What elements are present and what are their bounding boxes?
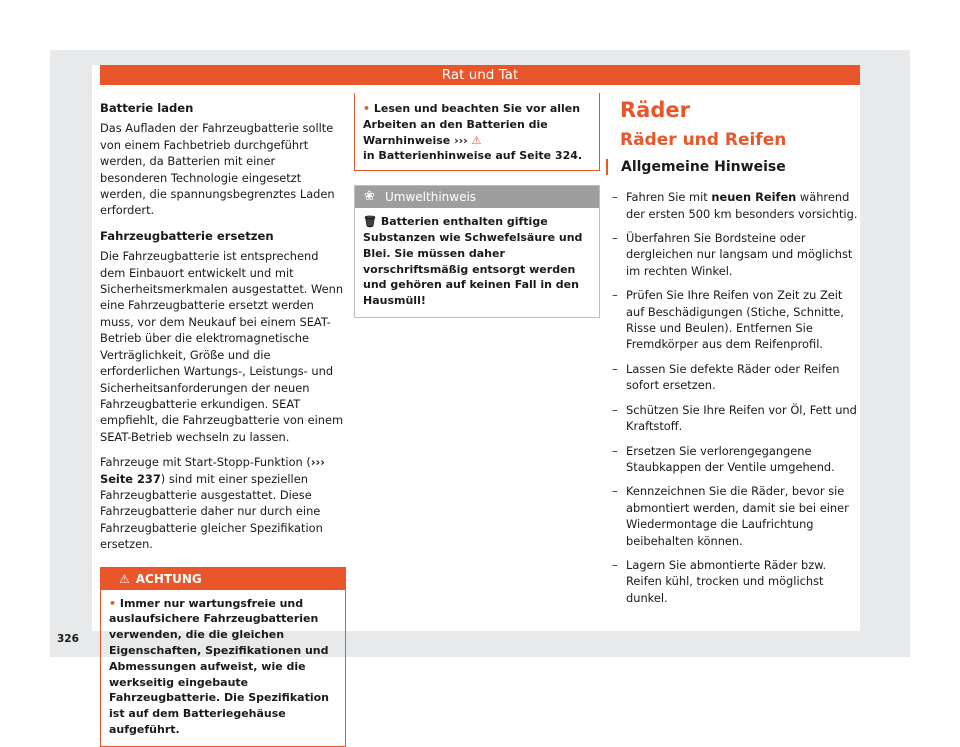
topic-title: Allgemeine Hinweise xyxy=(621,158,786,175)
list-item-text: Lassen Sie defekte Räder oder Reifen sofort ersetzen. xyxy=(626,361,840,393)
paragraph-start-stop xyxy=(100,454,346,552)
list-item-text: Kennzeichnen Sie die Räder, bevor sie abmontiert werden, damit sie bei einer Wiedermontage die Laufrichtung beibehalten können. xyxy=(626,484,849,548)
list-item xyxy=(606,230,862,279)
list-item-text: Überfahren Sie Bordsteine oder dergleichen nur langsam und möglichst im rechten Winkel. xyxy=(626,231,853,278)
warning-triangle-icon: ⚠ xyxy=(471,133,482,147)
battery-bin-icon: 🗑 xyxy=(363,215,377,229)
list-item-text: Ersetzen Sie verlorengegangene Staubkappen der Ventile umgehend. xyxy=(626,443,835,474)
warning-triangle-icon: ⚠ xyxy=(119,571,130,586)
environment-title: Umwelthinweis xyxy=(385,190,477,205)
environment-body xyxy=(355,208,599,317)
warning-body xyxy=(101,590,345,746)
environment-box xyxy=(354,185,600,318)
heading-battery-replace: Fahrzeugbatterie ersetzen xyxy=(100,228,274,243)
warnref-bullet: • xyxy=(363,102,371,115)
list-item xyxy=(606,483,862,549)
page-number: 326 xyxy=(57,633,79,645)
list-item-emphasis: neuen Reifen xyxy=(711,190,797,205)
paragraph-battery-replace: Die Fahrzeugbatterie ist entsprechend dem Einbauort entwickelt und mit Sicherheitsmerkmalen ausgestattet. Wenn eine Fahrzeugbatterie ersetzt werden muss, vor dem Neukauf bei einem SEAT-Betrieb über die elektromagnetische Verträglichkeit, Größe und die erforderlichen Wartungs-, Leistungs- und Sicherheitsanforderungen der neuen Fahrzeugbatterie erkundigen. SEAT empfiehlt, die Fahrzeugbatterie von einem SEAT-Betrieb wechseln zu lassen. xyxy=(100,249,344,444)
list-item-text: Lagern Sie abmontierte Räder bzw. Reifen kühl, trocken und möglichst dunkel. xyxy=(626,557,827,605)
list-item xyxy=(606,361,862,394)
warning-header xyxy=(101,568,345,590)
heading-battery-charge: Batterie laden xyxy=(100,101,194,115)
warning-continuation-box xyxy=(354,93,600,171)
column-right xyxy=(606,100,862,614)
section-title: Räder xyxy=(620,98,690,122)
list-item-text: Prüfen Sie Ihre Reifen von Zeit zu Zeit auf Beschädigungen (Stiche, Schnitte, Risse und Beulen). Entfernen Sie Fremdkörper aus dem Reifenprofil. xyxy=(626,288,844,352)
tire-hints-list xyxy=(606,189,862,606)
list-item-text: Fahren Sie mit xyxy=(626,190,712,205)
warnref-text: Lesen und beachten Sie vor allen Arbeiten an den Batterien die Warnhinweise ››› xyxy=(363,102,581,147)
warnref-text-2: in Batterienhinweise auf Seite 324. xyxy=(363,149,583,163)
start-stop-text-a: Fahrzeuge mit Start-Stopp-Funktion ( xyxy=(100,455,311,470)
topic-heading xyxy=(606,159,862,175)
warning-bullet: • xyxy=(109,596,117,610)
warning-box xyxy=(100,567,346,747)
page-reference-link[interactable]: ››› Seite 237 xyxy=(100,455,325,486)
column-middle xyxy=(354,93,600,318)
start-stop-text-b: ) sind mit einer speziellen Fahrzeugbatterie ausgestattet. Diese Fahrzeugbatterie daher nur durch eine Fahrzeugbatterie gleicher Spezifikation ersetzen. xyxy=(100,471,323,552)
list-item xyxy=(606,287,862,353)
paragraph-battery-charge: Das Aufladen der Fahrzeugbatterie sollte von einem Fachbetrieb durchgeführt werden, da Batterien mit einer besonderen Technologie eingesetzt werden, die spannungsbegrenztes Laden erfordert. xyxy=(100,121,335,218)
list-item xyxy=(606,189,862,222)
page-header: Rat und Tat xyxy=(100,65,860,85)
flower-icon: ❀ xyxy=(364,189,375,205)
warning-text: Immer nur wartungsfreie und auslaufsichere Fahrzeugbatterien verwenden, die die gleichen Eigenschaften, Spezifikationen und Abmessungen aufweist, wie die werkseitig eingebaute Fahrzeugbatterie. Die Spezifikation ist auf dem Batteriegehäuse aufgeführt. xyxy=(109,596,329,736)
warning-title: ACHTUNG xyxy=(135,571,202,586)
list-item xyxy=(606,402,862,435)
list-item-text-end: während der ersten 500 km besonders vorsichtig. xyxy=(626,190,858,221)
environment-text: Batterien enthalten giftige Substanzen wie Schwefelsäure und Blei. Sie müssen daher vorschriftsmäßig entsorgt werden und gehören auf keinen Fall in den Hausmüll! xyxy=(363,215,583,308)
list-item xyxy=(606,557,862,606)
subsection-title: Räder und Reifen xyxy=(620,130,787,151)
list-item-text: Schützen Sie Ihre Reifen vor Öl, Fett und Kraftstoff. xyxy=(626,402,857,434)
list-item xyxy=(606,443,862,476)
column-left xyxy=(100,100,346,747)
environment-header xyxy=(355,186,599,208)
